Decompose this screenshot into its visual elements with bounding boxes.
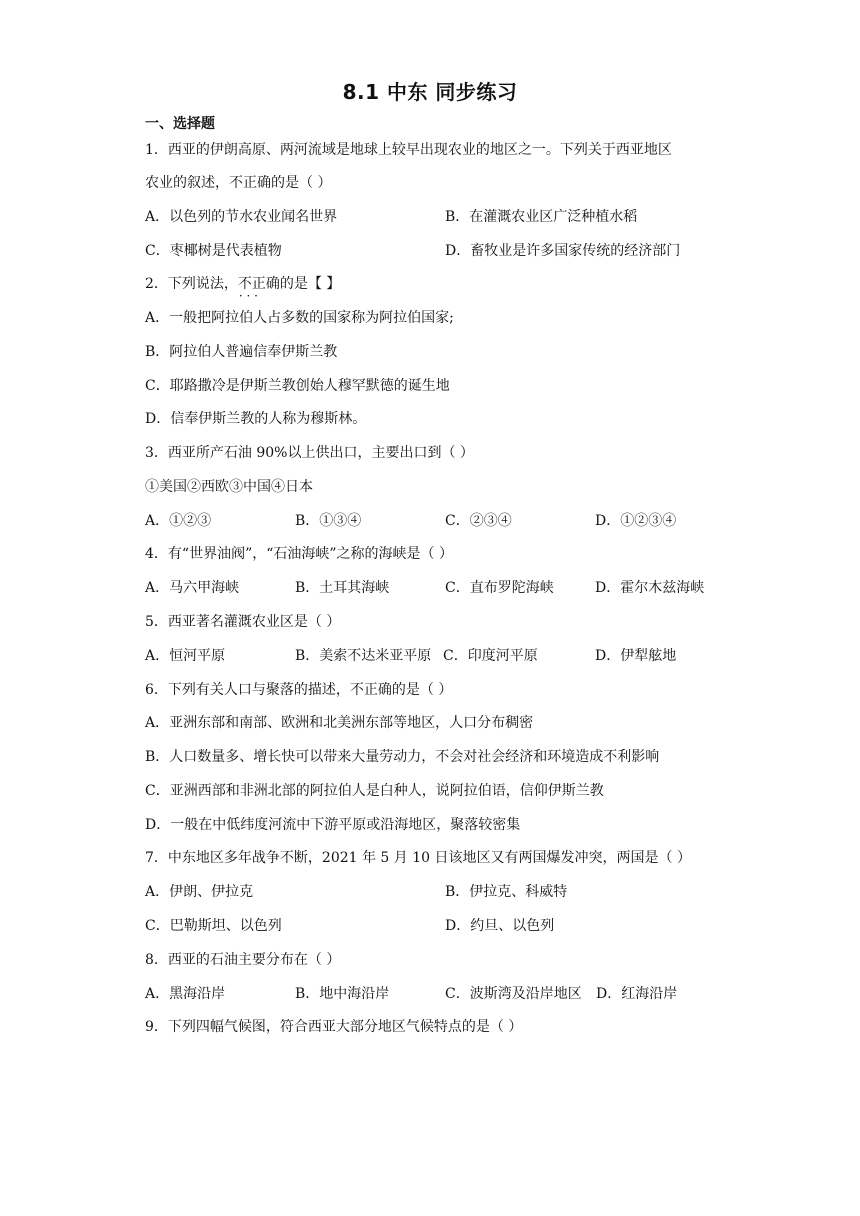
- q5-option-c: C．印度河平原: [443, 648, 538, 664]
- q6-option-d: D．一般在中低纬度河流中下游平原或沿海地区，聚落较密集: [145, 817, 521, 833]
- page-title: 8.1 中东 同步练习: [342, 80, 518, 104]
- q3-option-a: A．①②③: [145, 513, 212, 529]
- q3-stem: 3．西亚所产石油 90%以上供出口，主要出口到（ ）: [145, 445, 474, 461]
- q6-option-c: C．亚洲西部和非洲北部的阿拉伯人是白种人，说阿拉伯语，信仰伊斯兰教: [145, 783, 604, 799]
- q7-stem: 7．中东地区多年战争不断，2021 年 5 月 10 日该地区又有两国爆发冲突，两国是（ ）: [145, 850, 691, 866]
- q3-sub: ①美国②西欧③中国④日本: [145, 479, 313, 495]
- q7-option-c: C．巴勒斯坦、以色列: [145, 918, 282, 934]
- q8-option-d: D．红海沿岸: [596, 986, 678, 1002]
- q2-stem-emphasis: 不正确 · · ·: [238, 274, 280, 294]
- q2-stem: [145, 274, 340, 294]
- q7-option-d: D．约旦、以色列: [445, 918, 555, 934]
- q2-option-a: A．一般把阿拉伯人占多数的国家称为阿拉伯国家;: [145, 310, 454, 326]
- q8-option-b: B．地中海沿岸: [295, 986, 390, 1002]
- q9-stem: 9．下列四幅气候图，符合西亚大部分地区气候特点的是（ ）: [145, 1019, 523, 1035]
- q4-option-c: C．直布罗陀海峡: [445, 580, 554, 596]
- q5-stem: 5．西亚著名灌溉农业区是（ ）: [145, 614, 341, 630]
- q2-stem-prefix: 2．下列说法，: [145, 276, 238, 292]
- q2-stem-suffix: 的是【 】: [279, 276, 341, 292]
- q6-stem: 6．下列有关人口与聚落的描述，不正确的是（ ）: [145, 682, 453, 698]
- q8-option-c: C．波斯湾及沿岸地区: [445, 986, 582, 1002]
- q6-option-b: B．人口数量多、增长快可以带来大量劳动力，不会对社会经济和环境造成不利影响: [145, 749, 660, 765]
- q4-option-b: B．土耳其海峡: [295, 580, 390, 596]
- q1-stem-line1: 1．西亚的伊朗高原、两河流域是地球上较早出现农业的地区之一。下列关于西亚地区: [145, 142, 672, 158]
- q1-option-d: D．畜牧业是许多国家传统的经济部门: [445, 243, 681, 259]
- q7-option-a: A．伊朗、伊拉克: [145, 884, 254, 900]
- q4-stem: 4．有“世界油阀”，“石油海峡”之称的海峡是（ ）: [145, 546, 453, 562]
- q8-stem: 8．西亚的石油主要分布在（ ）: [145, 952, 341, 968]
- q2-option-c: C．耶路撒冷是伊斯兰教创始人穆罕默德的诞生地: [145, 378, 450, 394]
- q4-option-a: A．马六甲海峡: [145, 580, 240, 596]
- q1-stem-line2: 农业的叙述，不正确的是（ ）: [145, 175, 332, 191]
- q7-option-b: B．伊拉克、科威特: [445, 884, 568, 900]
- q5-option-a: A．恒河平原: [145, 648, 226, 664]
- q1-option-c: C．枣椰树是代表植物: [145, 243, 282, 259]
- q2-option-d: D．信奉伊斯兰教的人称为穆斯林。: [145, 411, 367, 427]
- q3-option-d: D．①②③④: [595, 513, 677, 529]
- q3-option-b: B．①③④: [295, 513, 362, 529]
- q8-option-a: A．黑海沿岸: [145, 986, 226, 1002]
- q5-option-b: B．美索不达米亚平原: [295, 648, 432, 664]
- q1-option-a: A．以色列的节水农业闻名世界: [145, 209, 338, 225]
- q5-option-d: D．伊犁舷地: [595, 648, 677, 664]
- q3-option-c: C．②③④: [445, 513, 512, 529]
- section-heading: 一、选择题: [145, 116, 215, 132]
- q2-option-b: B．阿拉伯人普遍信奉伊斯兰教: [145, 344, 338, 360]
- q1-option-b: B．在灌溉农业区广泛种植水稻: [445, 209, 638, 225]
- q4-option-d: D．霍尔木兹海峡: [595, 580, 705, 596]
- q6-option-a: A．亚洲东部和南部、欧洲和北美洲东部等地区，人口分布稠密: [145, 715, 534, 731]
